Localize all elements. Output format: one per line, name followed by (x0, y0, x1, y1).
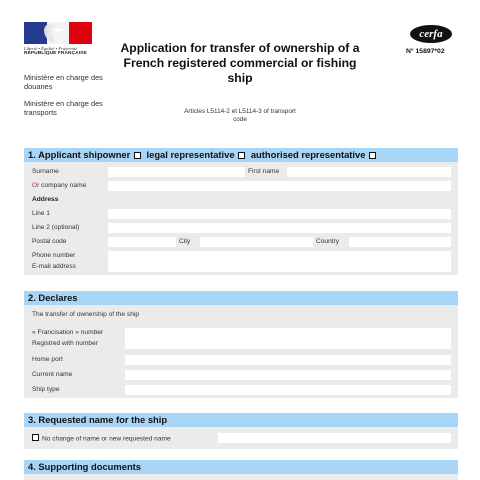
form-title: Application for transfer of ownership of a French registered commercial or fishing ship (120, 41, 360, 85)
surname-field[interactable] (108, 167, 245, 177)
company-name-text: company name (41, 182, 87, 189)
ministry-customs: Ministère en charge des douanes (24, 73, 103, 91)
phone-label: Phone number (32, 252, 76, 259)
first-name-label: First name (248, 168, 280, 175)
email-label: E-mail address (32, 263, 76, 270)
phone-email-field[interactable] (108, 251, 451, 272)
ship-type-label: Ship type (32, 386, 60, 393)
address-line2-label: Line 2 (optional) (32, 224, 80, 231)
legal-reference: Articles L5114-2 et L5114-3 of transport code (184, 108, 296, 123)
section-requested-name (24, 413, 458, 449)
company-name-field[interactable] (108, 181, 451, 191)
section-declares (24, 291, 458, 398)
country-label: Country (316, 238, 340, 245)
address-heading: Address (32, 196, 59, 203)
company-name-label (32, 182, 86, 190)
city-field[interactable] (200, 237, 313, 247)
registered-label: Registred with number (32, 340, 98, 347)
legal-representative-checkbox[interactable] (238, 152, 245, 159)
no-change-label: No change of name or new requested name (42, 435, 171, 443)
section-applicant-header (24, 148, 458, 162)
requested-name-field[interactable] (218, 433, 451, 443)
no-change-row (32, 434, 171, 443)
republic-name: RÉPUBLIQUE FRANÇAISE (24, 51, 87, 56)
address-line1-field[interactable] (108, 209, 451, 219)
applicant-shipowner-label: Applicant shipowner (38, 149, 131, 160)
surname-label: Surname (32, 168, 59, 175)
address-line1-label: Line 1 (32, 210, 50, 217)
section-number: 1. (28, 149, 36, 160)
francisation-label: « Francisation » number (32, 329, 104, 336)
cerfa-number: N° 15897*02 (406, 48, 445, 55)
postal-code-label: Postal code (32, 238, 67, 245)
home-port-field[interactable] (125, 355, 451, 365)
current-name-label: Current name (32, 371, 73, 378)
shipowner-checkbox[interactable] (134, 152, 141, 159)
no-change-checkbox[interactable] (32, 434, 39, 441)
ministry-transport: Ministère en charge des transports (24, 99, 103, 117)
home-port-label: Home port (32, 356, 63, 363)
section-applicant (24, 148, 458, 275)
postal-code-field[interactable] (108, 237, 176, 247)
section-declares-header: 2. Declares (24, 291, 458, 305)
francisation-field[interactable] (125, 328, 451, 349)
authorised-representative-label: authorised representative (250, 149, 366, 160)
form-header (0, 0, 480, 140)
republic-motto: Liberté • Égalité • Fraternité (24, 46, 78, 51)
first-name-field[interactable] (287, 167, 451, 177)
legal-representative-label: legal representative (146, 149, 235, 160)
current-name-field[interactable] (125, 370, 451, 380)
section-requested-name-header: 3. Requested name for the ship (24, 413, 458, 427)
authorised-representative-checkbox[interactable] (369, 152, 376, 159)
cerfa-logo: cerfa (410, 25, 452, 43)
section-supporting-documents-header: 4. Supporting documents (24, 460, 458, 474)
marianne-logo (24, 22, 92, 44)
country-field[interactable] (349, 237, 451, 247)
city-label: City (179, 238, 191, 245)
ship-type-field[interactable] (125, 385, 451, 395)
address-line2-field[interactable] (108, 223, 451, 233)
section-supporting-documents (24, 460, 458, 480)
or-label: Or (32, 182, 40, 189)
transfer-intro: The transfer of ownership of the ship (32, 311, 140, 318)
